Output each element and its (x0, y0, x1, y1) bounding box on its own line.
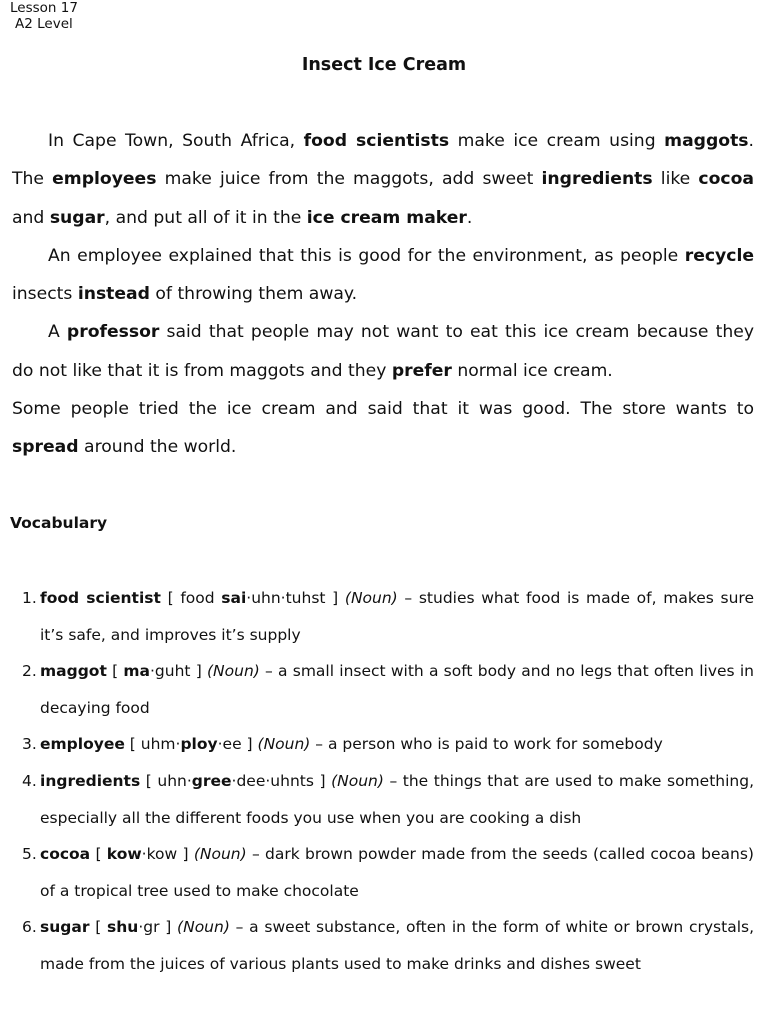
text: insects (12, 284, 78, 305)
keyword: food scientists (303, 131, 450, 151)
item-number: 1. (22, 589, 37, 607)
pronunciation-end: ·guht ] (150, 662, 207, 681)
keyword: professor (66, 322, 160, 343)
keyword: ingredients (541, 169, 653, 190)
definition: – the things that are used to make something, especially all the different foods you use when you are cooking a dish (40, 771, 754, 827)
pronunciation-start: [ (106, 662, 124, 681)
pronunciation-start: [ uhn· (140, 771, 192, 790)
item-number: 6. (22, 918, 37, 937)
text: make ice cream using (449, 131, 665, 151)
text: , and put all of it in the (104, 207, 307, 228)
definition: – dark brown powder made from the seeds (called cocoa beans) of a tropical tree used to make chocolate (40, 845, 754, 900)
article-paragraph-3 (12, 313, 754, 390)
pronunciation-start: [ uhm· (124, 735, 181, 754)
vocab-word: employee (40, 735, 125, 754)
text: and (12, 207, 50, 228)
keyword: sugar (49, 207, 105, 228)
vocab-word: cocoa (40, 845, 91, 864)
item-number: 2. (22, 662, 37, 681)
part-of-speech: (Noun) (193, 845, 247, 864)
vocabulary-heading: Vocabulary (10, 514, 108, 532)
pronunciation-stress: ploy (180, 735, 218, 754)
lesson-header (10, 0, 78, 32)
part-of-speech: (Noun) (177, 918, 230, 937)
part-of-speech: (Noun) (207, 662, 260, 681)
item-number: 4. (22, 771, 37, 790)
keyword: employees (52, 169, 157, 190)
pronunciation-end: ·gr ] (138, 918, 178, 937)
pronunciation-start: [ food (160, 589, 222, 607)
part-of-speech: (Noun) (344, 589, 398, 607)
text: like (652, 169, 699, 190)
text: around the world. (78, 437, 237, 458)
text: An employee explained that this is good for the environment, as people (48, 245, 685, 266)
part-of-speech: (Noun) (331, 771, 384, 790)
pronunciation-end: ·dee·uhnts ] (231, 771, 332, 790)
keyword: instead (77, 284, 150, 305)
vocab-word: sugar (40, 918, 90, 937)
keyword: recycle (684, 245, 754, 266)
definition: – a sweet substance, often in the form of white or brown crystals, made from the juices of various plants used to make drinks and dishes sweet (40, 918, 754, 973)
definition: – studies what food is made of, makes sure it’s safe, and improves it’s supply (40, 589, 754, 644)
vocabulary-item (10, 653, 754, 726)
pronunciation-stress: sai (221, 589, 247, 607)
pronunciation-stress: ma (123, 662, 150, 681)
vocabulary-item (10, 836, 754, 909)
text: make juice from the maggots, add sweet (156, 169, 542, 190)
keyword: cocoa (698, 169, 754, 190)
text: Some people tried the ice cream and said that it was good. The store wants to (12, 399, 754, 420)
article-paragraph-4 (12, 390, 754, 467)
item-number: 5. (22, 845, 37, 864)
vocabulary-item (10, 726, 754, 763)
item-number: 3. (22, 735, 37, 754)
keyword: ice cream maker (306, 207, 467, 228)
text: . (466, 207, 473, 228)
text: of throwing them away. (149, 284, 358, 305)
keyword: maggots (664, 131, 749, 151)
vocabulary-item (10, 763, 754, 836)
pronunciation-end: ·uhn·tuhst ] (246, 589, 345, 607)
vocabulary-list (10, 580, 754, 983)
text: . The (12, 131, 754, 190)
pronunciation-end: ·kow ] (141, 845, 194, 864)
article-body (12, 122, 754, 467)
text: A (48, 322, 67, 343)
vocab-word: food scientist (40, 589, 161, 607)
article-title: Insect Ice Cream (301, 55, 467, 75)
vocabulary-item (10, 909, 754, 982)
vocabulary-item (10, 580, 754, 653)
article-paragraph-1 (12, 122, 754, 237)
part-of-speech: (Noun) (257, 735, 311, 754)
vocab-word: ingredients (40, 771, 141, 790)
pronunciation-stress: shu (107, 918, 139, 937)
text: said that people may not want to eat this ice cream because they do not like that it is from maggots and they (12, 322, 754, 381)
text: normal ice cream. (451, 360, 613, 381)
pronunciation-end: ·ee ] (217, 735, 258, 754)
lesson-number: Lesson 17 (10, 0, 78, 16)
keyword: spread (12, 437, 79, 458)
article-paragraph-2 (12, 237, 754, 314)
keyword: prefer (391, 360, 452, 381)
definition: – a person who is paid to work for somebody (310, 735, 663, 754)
lesson-level: A2 Level (15, 16, 73, 32)
pronunciation-stress: kow (106, 845, 142, 864)
pronunciation-start: [ (90, 845, 107, 864)
text: In Cape Town, South Africa, (48, 131, 304, 151)
definition: – a small insect with a soft body and no legs that often lives in decaying food (40, 662, 754, 717)
pronunciation-start: [ (89, 918, 108, 937)
vocab-word: maggot (40, 662, 107, 681)
pronunciation-stress: gree (191, 771, 232, 790)
